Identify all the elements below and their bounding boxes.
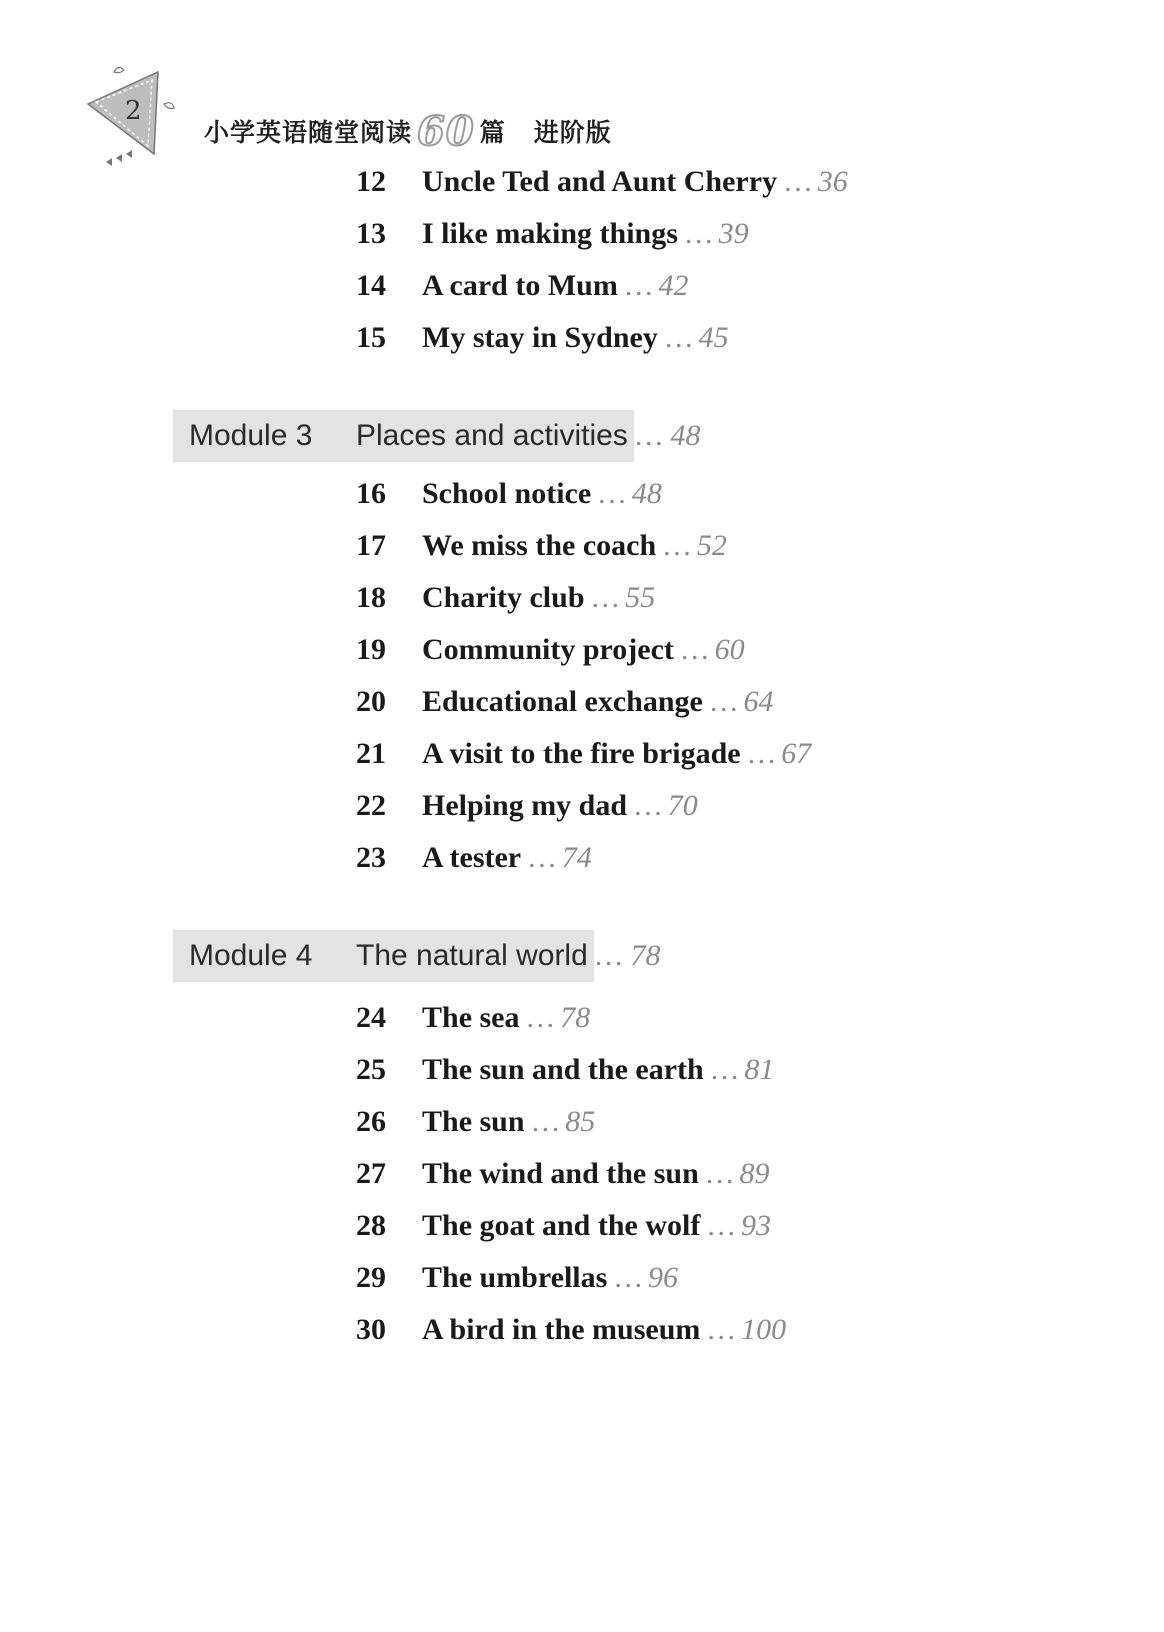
book-title-suffix: 篇	[479, 118, 506, 147]
entry-title: The goat and the wolf	[422, 1209, 701, 1242]
toc-entry[interactable]	[356, 216, 749, 252]
entry-title: Educational exchange	[422, 685, 703, 718]
entry-number: 21	[356, 737, 386, 770]
entry-title: A card to Mum	[422, 269, 618, 302]
entry-title: A visit to the fire brigade	[422, 737, 741, 770]
entry-page: 78	[560, 1001, 591, 1034]
entry-title: A tester	[422, 841, 522, 874]
entry-title: Charity club	[422, 581, 585, 614]
module-heading-box	[173, 930, 594, 982]
toc-entry[interactable]	[356, 1052, 774, 1088]
entry-page: 42	[658, 269, 689, 302]
entry-page: 64	[743, 685, 774, 718]
toc-entry[interactable]	[356, 840, 592, 876]
entry-number: 26	[356, 1105, 386, 1138]
toc-entry[interactable]	[356, 1260, 678, 1296]
entry-dots: …	[785, 165, 812, 198]
entry-dots: …	[708, 1209, 736, 1242]
book-title-prefix: 小学英语随堂阅读	[204, 118, 413, 147]
entry-dots: …	[710, 685, 738, 718]
entry-dots: …	[665, 321, 693, 354]
entry-page: 96	[648, 1261, 678, 1294]
module-heading-4[interactable]	[173, 930, 660, 982]
book-edition: 进阶版	[533, 118, 612, 147]
toc-entry[interactable]	[356, 736, 811, 772]
entry-title: We miss the coach	[422, 529, 657, 562]
entry-number: 22	[356, 789, 386, 822]
entry-page: 36	[817, 165, 848, 198]
entry-dots: …	[681, 633, 709, 666]
toc-entry[interactable]	[356, 580, 655, 616]
entry-page: 93	[741, 1209, 772, 1242]
entry-page: 89	[739, 1157, 770, 1190]
entry-title: The sun	[422, 1105, 525, 1138]
entry-title: Community project	[422, 633, 674, 666]
entry-page: 39	[718, 217, 749, 250]
entry-title: School notice	[422, 477, 592, 510]
module-heading-3[interactable]	[173, 410, 701, 462]
entry-page: 85	[565, 1105, 596, 1138]
module-dots: …	[635, 419, 663, 452]
entry-dots: …	[635, 789, 662, 822]
entry-dots: …	[532, 1105, 560, 1138]
entry-number: 16	[356, 477, 386, 510]
toc-entry[interactable]	[356, 1156, 769, 1192]
entry-page: 100	[741, 1313, 787, 1346]
entry-dots: …	[529, 841, 556, 874]
module-heading-box	[173, 410, 634, 462]
toc-entry[interactable]	[356, 1000, 590, 1036]
entry-page: 52	[696, 529, 727, 562]
toc-entry[interactable]	[356, 1312, 786, 1348]
module-title: The natural world	[356, 939, 588, 972]
entry-dots: …	[599, 477, 626, 510]
entry-title: Helping my dad	[422, 789, 628, 822]
page-number: 2	[125, 96, 142, 126]
entry-number: 15	[356, 321, 386, 354]
entry-page: 81	[744, 1053, 775, 1086]
toc-entry[interactable]	[356, 528, 727, 564]
toc-entry[interactable]	[356, 1208, 771, 1244]
module-label: Module 3	[189, 419, 313, 452]
entry-number: 18	[356, 581, 386, 614]
toc-entry[interactable]	[356, 320, 729, 356]
module-title: Places and activities	[356, 419, 628, 452]
toc-entry[interactable]	[356, 1104, 595, 1140]
module-page: 78	[630, 939, 661, 972]
toc-entry[interactable]	[356, 632, 745, 668]
entry-number: 25	[356, 1053, 386, 1086]
toc-entry[interactable]	[356, 684, 774, 720]
book-title-count: 60	[417, 108, 475, 155]
entry-title: A bird in the museum	[422, 1313, 701, 1346]
entry-page: 67	[781, 737, 812, 770]
entry-title: I like making things	[422, 217, 678, 250]
entry-dots: …	[664, 529, 691, 562]
entry-dots: …	[711, 1053, 739, 1086]
entry-dots: …	[706, 1157, 734, 1190]
entry-number: 19	[356, 633, 386, 666]
book-title	[204, 104, 612, 155]
entry-number: 29	[356, 1261, 386, 1294]
entry-page: 45	[698, 321, 729, 354]
entry-number: 27	[356, 1157, 386, 1190]
entry-dots: …	[592, 581, 620, 614]
entry-dots: …	[685, 217, 713, 250]
entry-number: 24	[356, 1001, 386, 1034]
entry-title: The sun and the earth	[422, 1053, 704, 1086]
entry-dots: …	[527, 1001, 555, 1034]
entry-number: 14	[356, 269, 386, 302]
entry-number: 13	[356, 217, 386, 250]
entry-number: 17	[356, 529, 386, 562]
page-header	[0, 0, 1164, 175]
entry-number: 23	[356, 841, 386, 874]
entry-page: 55	[625, 581, 656, 614]
entry-dots: …	[615, 1261, 642, 1294]
toc-entry[interactable]	[356, 268, 689, 304]
entry-page: 70	[667, 789, 698, 822]
module-page: 48	[670, 419, 701, 452]
entry-number: 20	[356, 685, 386, 718]
entry-dots: …	[708, 1313, 736, 1346]
entry-number: 30	[356, 1313, 386, 1346]
module-dots: …	[595, 939, 623, 972]
entry-number: 12	[356, 165, 386, 198]
toc-entry[interactable]	[356, 164, 848, 200]
entry-page: 60	[714, 633, 745, 666]
entry-page: 48	[631, 477, 662, 510]
entry-number: 28	[356, 1209, 386, 1242]
entry-title: The umbrellas	[422, 1261, 608, 1294]
module-label: Module 4	[189, 939, 313, 972]
toc-entry[interactable]	[356, 476, 662, 512]
entry-page: 74	[561, 841, 592, 874]
toc-entry[interactable]	[356, 788, 698, 824]
entry-dots: …	[625, 269, 653, 302]
entry-title: Uncle Ted and Aunt Cherry	[422, 165, 778, 198]
entry-title: The wind and the sun	[422, 1157, 699, 1190]
entry-dots: …	[748, 737, 776, 770]
entry-title: My stay in Sydney	[422, 321, 658, 354]
entry-title: The sea	[422, 1001, 520, 1034]
